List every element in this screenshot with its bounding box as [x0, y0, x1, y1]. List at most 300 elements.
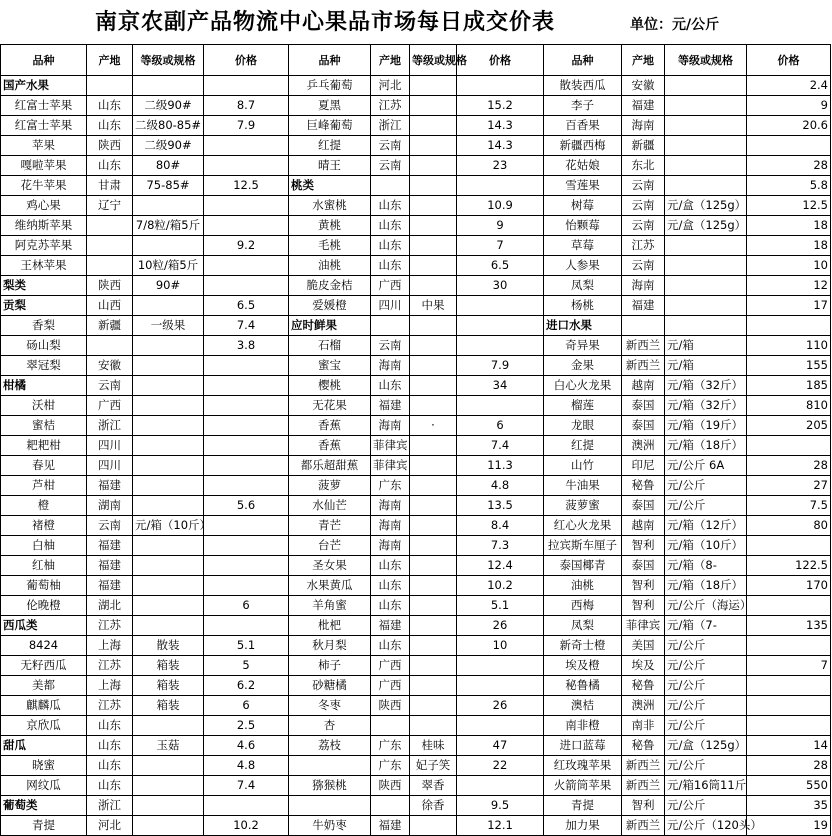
price-cell	[747, 596, 831, 616]
origin-cell: 山东	[371, 216, 410, 236]
origin-cell: 越南	[622, 516, 665, 536]
price-cell: 20.6	[747, 116, 831, 136]
variety-cell: 嘎啦苹果	[1, 156, 87, 176]
origin-cell: 云南	[87, 516, 133, 536]
variety-cell: 甜瓜	[1, 736, 87, 756]
origin-cell: 四川	[87, 436, 133, 456]
grade-cell	[410, 376, 457, 396]
origin-cell: 山东	[87, 756, 133, 776]
grade-cell: 翠香	[410, 776, 457, 796]
grade-cell	[133, 196, 204, 216]
variety-cell: 榴莲	[544, 396, 622, 416]
variety-cell: 菠萝	[289, 476, 371, 496]
price-cell: 205	[747, 416, 831, 436]
grade-cell: 7/8粒/箱5斤	[133, 216, 204, 236]
origin-cell: 山东	[371, 196, 410, 216]
origin-cell: 云南	[87, 376, 133, 396]
variety-cell: 桃类	[289, 176, 371, 196]
origin-cell: 泰国	[622, 416, 665, 436]
unit-label: 单位：元/公斤	[630, 17, 720, 33]
grade-cell	[410, 216, 457, 236]
grade-cell	[665, 176, 747, 196]
variety-cell: 冬枣	[289, 696, 371, 716]
price-cell	[204, 576, 289, 596]
variety-cell: 晓蜜	[1, 756, 87, 776]
price-cell: 185	[747, 376, 831, 396]
origin-cell: 埃及	[622, 656, 665, 676]
variety-cell: 柿子	[289, 656, 371, 676]
price-cell: 7.4	[204, 776, 289, 796]
price-cell: 8.7	[204, 96, 289, 116]
table-row	[1, 96, 831, 116]
variety-cell: 人参果	[544, 256, 622, 276]
grade-cell: 元/盒（125g）	[665, 216, 747, 236]
variety-cell: 泰国椰青	[544, 556, 622, 576]
variety-cell: 青提	[1, 816, 87, 836]
origin-cell: 四川	[87, 456, 133, 476]
grade-cell	[665, 136, 747, 156]
grade-cell: 元/箱（7-	[665, 616, 747, 636]
origin-cell: 新西兰	[622, 776, 665, 796]
grade-cell	[133, 376, 204, 396]
price-cell: 18	[747, 236, 831, 256]
table-row	[1, 776, 831, 796]
origin-cell: 菲律宾	[622, 616, 665, 636]
origin-cell: 上海	[87, 676, 133, 696]
grade-cell	[133, 816, 204, 836]
variety-cell: 雪莲果	[544, 176, 622, 196]
variety-cell: 新奇士橙	[544, 636, 622, 656]
grade-cell: 元/公斤	[665, 696, 747, 716]
origin-cell: 安徽	[87, 356, 133, 376]
grade-cell	[133, 576, 204, 596]
variety-cell: 蜜桔	[1, 416, 87, 436]
grade-cell: 箱装	[133, 676, 204, 696]
variety-cell: 蜜宝	[289, 356, 371, 376]
variety-cell: 台芒	[289, 536, 371, 556]
price-cell	[204, 356, 289, 376]
origin-cell: 河北	[371, 76, 410, 96]
grade-cell	[410, 236, 457, 256]
table-row	[1, 636, 831, 656]
price-cell: 6	[204, 696, 289, 716]
variety-cell: 火箭筒苹果	[544, 776, 622, 796]
variety-cell: 龙眼	[544, 416, 622, 436]
table-row	[1, 616, 831, 636]
price-cell	[457, 776, 544, 796]
origin-cell: 湖南	[87, 496, 133, 516]
grade-cell	[133, 396, 204, 416]
variety-cell: 应时鲜果	[289, 316, 371, 336]
price-cell	[204, 276, 289, 296]
price-cell	[204, 556, 289, 576]
price-cell: 5.8	[747, 176, 831, 196]
grade-cell: 元/箱（8-	[665, 556, 747, 576]
grade-cell	[410, 156, 457, 176]
grade-cell: 元/箱（10斤）	[133, 516, 204, 536]
variety-cell: 王林苹果	[1, 256, 87, 276]
price-cell: 5.1	[457, 596, 544, 616]
variety-cell: 加力果	[544, 816, 622, 836]
variety-cell: 杨桃	[544, 296, 622, 316]
grade-cell: 箱装	[133, 656, 204, 676]
grade-cell: 徐香	[410, 796, 457, 816]
price-cell	[747, 536, 831, 556]
origin-cell: 山西	[87, 296, 133, 316]
price-cell	[204, 536, 289, 556]
grade-cell	[410, 636, 457, 656]
origin-cell: 陕西	[371, 776, 410, 796]
variety-cell: 新疆西梅	[544, 136, 622, 156]
origin-cell: 智利	[622, 596, 665, 616]
price-cell: 810	[747, 396, 831, 416]
grade-cell	[133, 296, 204, 316]
table-row	[1, 76, 831, 96]
table-row	[1, 156, 831, 176]
variety-cell	[289, 796, 371, 816]
variety-cell: 牛油果	[544, 476, 622, 496]
variety-cell: 翠冠梨	[1, 356, 87, 376]
price-cell: 18	[747, 216, 831, 236]
origin-cell: 海南	[371, 516, 410, 536]
table-row	[1, 716, 831, 736]
variety-cell: 秋月梨	[289, 636, 371, 656]
grade-cell: ·	[410, 416, 457, 436]
table-row	[1, 356, 831, 376]
origin-cell: 新疆	[622, 136, 665, 156]
origin-cell: 新西兰	[622, 356, 665, 376]
grade-cell: 元/公斤 6A	[665, 456, 747, 476]
variety-cell: 巨峰葡萄	[289, 116, 371, 136]
table-row	[1, 476, 831, 496]
origin-cell: 秘鲁	[622, 476, 665, 496]
origin-cell: 辽宁	[87, 196, 133, 216]
price-cell: 4.8	[204, 756, 289, 776]
price-cell	[457, 656, 544, 676]
origin-cell: 菲律宾	[371, 436, 410, 456]
grade-cell	[410, 336, 457, 356]
price-cell: 47	[457, 736, 544, 756]
price-cell: 12	[747, 276, 831, 296]
origin-cell: 云南	[371, 136, 410, 156]
grade-cell	[410, 576, 457, 596]
origin-cell: 陕西	[371, 696, 410, 716]
origin-cell	[371, 316, 410, 336]
grade-cell: 75-85#	[133, 176, 204, 196]
price-cell: 122.5	[747, 556, 831, 576]
grade-cell	[133, 236, 204, 256]
price-cell: 7	[747, 656, 831, 676]
table-row	[1, 196, 831, 216]
origin-cell: 陕西	[87, 276, 133, 296]
price-cell: 7.4	[204, 316, 289, 336]
price-cell	[457, 176, 544, 196]
variety-cell: 荔枝	[289, 736, 371, 756]
variety-cell: 怡颗莓	[544, 216, 622, 236]
column-header-price: 价格	[457, 45, 544, 76]
column-header-price: 价格	[204, 45, 289, 76]
price-cell	[204, 376, 289, 396]
origin-cell: 海南	[622, 276, 665, 296]
origin-cell	[87, 236, 133, 256]
price-cell: 15.2	[457, 96, 544, 116]
table-row	[1, 136, 831, 156]
variety-cell: 澳桔	[544, 696, 622, 716]
header-row	[1, 45, 831, 76]
grade-cell	[133, 76, 204, 96]
grade-cell	[410, 76, 457, 96]
grade-cell: 元/箱（19斤）	[665, 416, 747, 436]
grade-cell	[133, 596, 204, 616]
origin-cell: 山东	[371, 256, 410, 276]
origin-cell: 澳洲	[622, 696, 665, 716]
variety-cell: 油桃	[544, 576, 622, 596]
variety-cell: 凤梨	[544, 616, 622, 636]
grade-cell	[410, 136, 457, 156]
price-cell: 7.5	[747, 496, 831, 516]
variety-cell: 菠萝蜜	[544, 496, 622, 516]
price-cell: 10.2	[457, 576, 544, 596]
price-cell: 5	[204, 656, 289, 676]
variety-cell: 芦柑	[1, 476, 87, 496]
grade-cell	[665, 236, 747, 256]
variety-cell: 葡萄类	[1, 796, 87, 816]
origin-cell: 福建	[622, 296, 665, 316]
price-cell	[204, 196, 289, 216]
price-cell: 3.8	[204, 336, 289, 356]
price-cell	[747, 716, 831, 736]
grade-cell: 元/公斤	[665, 796, 747, 816]
variety-cell: 猕猴桃	[289, 776, 371, 796]
price-cell: 4.8	[457, 476, 544, 496]
variety-cell: 毛桃	[289, 236, 371, 256]
variety-cell: 圣女果	[289, 556, 371, 576]
grade-cell	[133, 556, 204, 576]
variety-cell: 牛奶枣	[289, 816, 371, 836]
variety-cell: 树莓	[544, 196, 622, 216]
origin-cell: 福建	[87, 536, 133, 556]
grade-cell	[665, 76, 747, 96]
grade-cell: 元/公斤	[665, 676, 747, 696]
variety-cell: 红富士苹果	[1, 96, 87, 116]
grade-cell	[665, 276, 747, 296]
price-cell: 23	[457, 156, 544, 176]
origin-cell: 新疆	[87, 316, 133, 336]
variety-cell: 都乐超甜蕉	[289, 456, 371, 476]
variety-cell: 西梅	[544, 596, 622, 616]
grade-cell: 80#	[133, 156, 204, 176]
grade-cell	[133, 436, 204, 456]
variety-cell: 红提	[289, 136, 371, 156]
variety-cell: 耙耙柑	[1, 436, 87, 456]
variety-cell: 李子	[544, 96, 622, 116]
price-cell: 13.5	[457, 496, 544, 516]
variety-cell: 砀山梨	[1, 336, 87, 356]
grade-cell: 元/公斤	[665, 656, 747, 676]
price-cell	[747, 696, 831, 716]
grade-cell: 箱装	[133, 696, 204, 716]
price-cell: 28	[747, 456, 831, 476]
grade-cell: 元/公斤（120头）	[665, 816, 747, 836]
variety-cell: 葡萄柚	[1, 576, 87, 596]
price-cell: 22	[457, 756, 544, 776]
grade-cell	[665, 296, 747, 316]
variety-cell: 无籽西瓜	[1, 656, 87, 676]
table-row	[1, 176, 831, 196]
origin-cell: 广东	[371, 476, 410, 496]
price-cell: 7.4	[457, 436, 544, 456]
origin-cell: 山东	[371, 576, 410, 596]
grade-cell	[410, 656, 457, 676]
variety-cell: 西瓜类	[1, 616, 87, 636]
price-cell: 35	[747, 796, 831, 816]
variety-cell: 国产水果	[1, 76, 87, 96]
grade-cell	[665, 316, 747, 336]
table-row	[1, 796, 831, 816]
price-cell	[204, 476, 289, 496]
origin-cell: 海南	[371, 536, 410, 556]
grade-cell: 元/箱（18斤）	[665, 576, 747, 596]
variety-cell: 鸡心果	[1, 196, 87, 216]
table-row	[1, 376, 831, 396]
origin-cell: 山东	[371, 596, 410, 616]
origin-cell: 越南	[622, 376, 665, 396]
table-row	[1, 696, 831, 716]
price-cell	[457, 296, 544, 316]
price-cell: 12.5	[747, 196, 831, 216]
grade-cell: 元/箱（12斤）	[665, 516, 747, 536]
origin-cell: 广西	[371, 276, 410, 296]
variety-cell: 柑橘	[1, 376, 87, 396]
origin-cell: 广西	[371, 656, 410, 676]
origin-cell: 云南	[622, 196, 665, 216]
variety-cell: 羊角蜜	[289, 596, 371, 616]
grade-cell: 元/公斤	[665, 476, 747, 496]
grade-cell: 元/箱	[665, 336, 747, 356]
table-row	[1, 756, 831, 776]
price-cell	[204, 136, 289, 156]
price-cell	[747, 676, 831, 696]
table-row	[1, 216, 831, 236]
origin-cell	[371, 176, 410, 196]
variety-cell: 白柚	[1, 536, 87, 556]
price-cell	[457, 316, 544, 336]
price-cell	[204, 416, 289, 436]
variety-cell: 无花果	[289, 396, 371, 416]
variety-cell: 秘鲁橘	[544, 676, 622, 696]
origin-cell	[622, 316, 665, 336]
table-row	[1, 576, 831, 596]
variety-cell: 沃柑	[1, 396, 87, 416]
variety-cell: 杏	[289, 716, 371, 736]
price-cell: 7.9	[457, 356, 544, 376]
grade-cell	[410, 476, 457, 496]
origin-cell: 智利	[622, 576, 665, 596]
grade-cell: 二级90#	[133, 136, 204, 156]
price-cell: 14.3	[457, 136, 544, 156]
table-row	[1, 416, 831, 436]
grade-cell	[133, 496, 204, 516]
table-row	[1, 556, 831, 576]
grade-cell	[410, 696, 457, 716]
price-cell	[747, 316, 831, 336]
origin-cell: 江苏	[622, 236, 665, 256]
origin-cell: 印尼	[622, 456, 665, 476]
grade-cell	[133, 756, 204, 776]
variety-cell: 网纹瓜	[1, 776, 87, 796]
price-cell: 9.2	[204, 236, 289, 256]
grade-cell	[133, 536, 204, 556]
variety-cell: 砂糖橘	[289, 676, 371, 696]
origin-cell: 山东	[87, 776, 133, 796]
table-row	[1, 396, 831, 416]
price-cell	[204, 76, 289, 96]
price-cell: 155	[747, 356, 831, 376]
variety-cell: 香梨	[1, 316, 87, 336]
price-cell	[204, 216, 289, 236]
origin-cell: 四川	[371, 296, 410, 316]
price-cell: 6.2	[204, 676, 289, 696]
grade-cell: 元/公斤	[665, 716, 747, 736]
price-cell: 5.6	[204, 496, 289, 516]
origin-cell: 菲律宾	[371, 456, 410, 476]
variety-cell: 伦晚橙	[1, 596, 87, 616]
column-header-variety: 品种	[1, 45, 87, 76]
grade-cell	[410, 596, 457, 616]
price-cell: 9.5	[457, 796, 544, 816]
grade-cell	[410, 356, 457, 376]
variety-cell: 红玫瑰苹果	[544, 756, 622, 776]
title-row	[0, 0, 832, 44]
grade-cell	[133, 336, 204, 356]
origin-cell: 秘鲁	[622, 736, 665, 756]
grade-cell	[410, 816, 457, 836]
origin-cell	[87, 216, 133, 236]
origin-cell	[371, 796, 410, 816]
grade-cell	[133, 476, 204, 496]
origin-cell: 广东	[371, 736, 410, 756]
variety-cell: 香蕉	[289, 436, 371, 456]
variety-cell: 京欣瓜	[1, 716, 87, 736]
origin-cell: 泰国	[622, 396, 665, 416]
price-cell	[747, 136, 831, 156]
grade-cell: 元/箱（10斤）	[665, 536, 747, 556]
variety-cell: 山竹	[544, 456, 622, 476]
grade-cell: 中果	[410, 296, 457, 316]
grade-cell	[410, 496, 457, 516]
grade-cell	[410, 176, 457, 196]
price-cell: 110	[747, 336, 831, 356]
table-row	[1, 116, 831, 136]
variety-cell: 凤梨	[544, 276, 622, 296]
origin-cell: 福建	[622, 96, 665, 116]
grade-cell: 90#	[133, 276, 204, 296]
variety-cell: 褚橙	[1, 516, 87, 536]
grade-cell	[133, 356, 204, 376]
origin-cell: 浙江	[87, 796, 133, 816]
variety-cell: 红提	[544, 436, 622, 456]
variety-cell: 黄桃	[289, 216, 371, 236]
origin-cell: 东北	[622, 156, 665, 176]
grade-cell	[410, 516, 457, 536]
price-cell: 7.3	[457, 536, 544, 556]
variety-cell: 晴王	[289, 156, 371, 176]
grade-cell	[410, 676, 457, 696]
grade-cell: 元/盒（125g）	[665, 736, 747, 756]
grade-cell	[410, 196, 457, 216]
variety-cell: 白心火龙果	[544, 376, 622, 396]
grade-cell: 元/公斤（海运）	[665, 596, 747, 616]
